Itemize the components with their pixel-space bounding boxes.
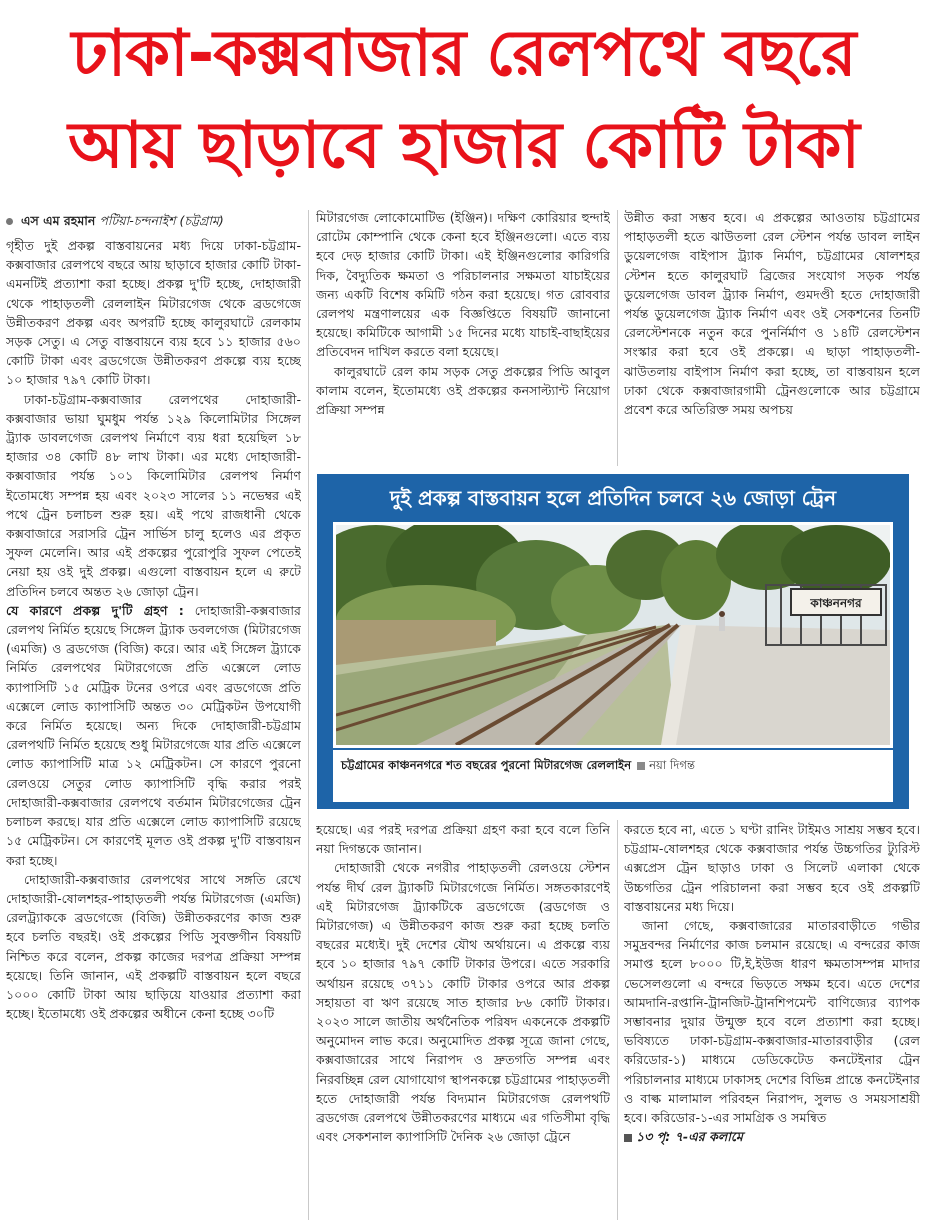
col2-top-paragraph-1: মিটারগেজ লোকোমোটিভ (ইঞ্জিন)। দক্ষিণ কোরিয়ার হুন্দাই রোটেম কোম্পানি থেকে কেনা হবে ইঞ্জিনগুলো। এতে ব্যয় হবে দেড় হাজার কোটি টাকা। এই ইঞ্জিনগুলোর কারিগরি দিক, বৈদ্যুতিক ক্ষমতা ও পরিচালনার সক্ষমতা যাচাইয়ের জন্য একটি বিশেষ কমিটি গঠন করা হয়েছে। গত রোববার রেলপথ মন্ত্রণালয়ের এক বিজ্ঞপ্তিতে বিষয়টি জানানো হয়েছে। কমিটিকে আগামী ১৫ দিনের মধ্যে যাচাই-বাছাইয়ের প্রতিবেদন দাখিল করতে বলা হয়েছে। (316, 210, 610, 360)
headline-line-2: আয় ছাড়াবে হাজার কোটি টাকা (68, 109, 859, 183)
col3-top-paragraph-1: উন্নীত করা সম্ভব হবে। এ প্রকল্পের আওতায় চট্টগ্রামের পাহাড়তলী হতে ঝাউতলা রেল স্টেশন পর্যন্ত ডাবল লাইন ডুয়েলগেজ বাইপাস ট্র্যাক নির্মাণ, চট্টগ্রামের ষোলশহর স্টেশন হতে কালুরঘাট ব্রিজের সংযোগ সড়ক পর্যন্ত ডুয়েলগেজ ডাবল ট্র্যাক নির্মাণ, গুমদণ্ডী হতে দোহাজারী পর্যন্ত ডুয়েলগেজ ট্র্যাক নির্মাণ এবং ওই সেকশনের তিনটি রেলস্টেশনকে নতুন করে পুনর্নির্মাণ ও ১৪টি রেলস্টেশন সংস্কার করা হবে ওই প্রকল্পে। এ ছাড়া পাহাড়তলী-ঝাউতলায় বাইপাস নির্মাণ করা হচ্ছে, তা বাস্তবায়ন হলে ঢাকা থেকে কক্সবাজারগামী ট্রেনগুলোকে আর চট্টগ্রামে প্রবেশ করে অতিরিক্ত সময় অপচয় (624, 210, 920, 418)
photo-caption-bar (333, 750, 893, 802)
photo-credit: নয়া দিগন্ত (649, 758, 695, 772)
byline-author: এস এম রহমান (20, 213, 96, 228)
byline-place: পটিয়া-চন্দনাইশ (চট্টগ্রাম) (99, 213, 224, 228)
col1-subhead: যে কারণে প্রকল্প দু'টি গ্রহণ : (6, 602, 184, 618)
photo-feature-box (317, 474, 909, 809)
headline-line-1: ঢাকা-কক্সবাজার রেলপথে বছরে (71, 17, 856, 91)
column-divider-2 (617, 210, 618, 466)
column-divider-1 (308, 210, 309, 1220)
photo-title: দুই প্রকল্প বাস্তবায়ন হলে প্রতিদিন চলবে ২৬ জোড়া ট্রেন (389, 486, 837, 510)
column-divider-3 (617, 820, 618, 1220)
col1-paragraph-3 (6, 601, 301, 870)
col3-bottom-paragraph-1: করতে হবে না, এতে ১ ঘণ্টা রানিং টাইমও সাশ্রয় সম্ভব হবে। চট্টগ্রাম-ষোলশহর থেকে কক্সবাজার পর্যন্ত উচ্চগতির ট্যুরিস্ট এক্সপ্রেস ট্রেন ছাড়াও ঢাকা ও সিলেট এলাকা থেকে উচ্চগতির ট্রেন পরিচালনা করা সম্ভব হবে ওই প্রকল্পটি বাস্তবায়নের মধ্য দিয়ে। (624, 822, 920, 914)
col1-paragraph-2: ঢাকা-চট্টগ্রাম-কক্সবাজার রেলপথের দোহাজারী-কক্সবাজার ভায়া ঘুমধুম পর্যন্ত ১২৯ কিলোমিটার সিঙ্গেল ট্র্যাক ডাবলগেজ রেলপথ নির্মাণে ব্যয় ধরা হয়েছিল ১৮ হাজার ৩৪ কোটি ৪৮ লাখ টাকা। এর মধ্যে দোহাজারী-কক্সবাজার পর্যন্ত ১০১ কিলোমিটার রেলপথ নির্মাণ ইতোমধ্যে সম্পন্ন হয় এবং ২০২৩ সালের ১১ নভেম্বর এই পথে ট্রেন চলাচল শুরু হয়। এই পথে রাজধানী থেকে কক্সবাজারে সরাসরি ট্রেন সার্ভিস চালু হলেও এর প্রকৃত সুফল মেলেনি। আর এই প্রকল্পের পুরোপুরি সুফল পেতেই নেয়া হয় ওই দুই প্রকল্প। এগুলো বাস্তবায়ন হলে এ রুটে প্রতিদিন চলবে অন্তত ২৬ জোড়া ট্রেন। (6, 391, 301, 599)
col1-paragraph-3-text: দোহাজারী-কক্সবাজার রেলপথ নির্মিত হয়েছে সিঙ্গেল ট্র্যাক ডবলগেজ (মিটারগেজ (এমজি) ও ব্রডগেজ (বিজি) করে। আর এই সিঙ্গেল ট্র্যাকে নির্মিত রেলপথের মিটারগেজে প্রতি এক্সেলে লোড ক্যাপাসিটি ১৫ মেট্রিক টনের ওপরে এবং ব্রডগেজে প্রতি এক্সেলে লোড ক্যাপাসিটি অন্তত ৩০ মেট্রিকটন উপযোগী করে নির্মিত হয়েছে। অন্য দিকে দোহাজারী-চট্টগ্রাম রেলপথটি নির্মিত হয়েছে শুধু মিটারগেজে যার প্রতি এক্সেলে লোড ক্যাপাসিটি মাত্র ১২ মেট্রিকটন। সে কারণে পুরনো রেলওয়ে সেতুর লোড ক্যাপাসিটি বৃদ্ধি করার পরই দোহাজারী-কক্সবাজার রেলপথে বর্তমান মিটারগেজের ট্রেন চলাচল করছে। যার প্রতি এক্সেলে লোড ক্যাপাসিটি রয়েছে ১৫ মেট্রিকটন। সে কারণেই মূলত ওই প্রকল্প দু'টি বাস্তবায়ন করা হচ্ছে। (6, 602, 301, 868)
article-column-2-top (316, 208, 610, 466)
col3-bottom-paragraph-2: জানা গেছে, কক্সবাজারের মাতারবাড়ীতে গভীর সমুদ্রবন্দর নির্মাণের কাজ চলমান রয়েছে। এ বন্দরের কাজ সমাপ্ত হলে ৮০০০ টি,ই,ইউজ ধারণ ক্ষমতাসম্পন্ন মাদার ভেসেলগুলো এ বন্দরে ভিড়তে সক্ষম হবে। এতে দেশের আমদানি-রপ্তানি-ট্রানজিট-ট্রানশিপমেন্ট বাণিজ্যের ব্যাপক সম্ভাবনার দুয়ার উন্মুক্ত হবে বলে প্রত্যাশা করা হচ্ছে। ভবিষ্যতে ঢাকা-চট্টগ্রাম-কক্সবাজার-মাতারবাড়ীর (রেল করিডোর-১) মাধ্যমে ডেডিকেটেড কনটেইনার ট্রেন পরিচালনার মাধ্যমে ঢাকাসহ দেশের বিভিন্ন প্রান্তে কনটেইনার ও বাল্ক মালামাল পরিবহন নিরাপদ, সুলভ ও সময়সাশ্রয়ী হবে। করিডোর-১-এর সামগ্রিক ও সমন্বিত (624, 918, 920, 1126)
photo-caption: চট্টগ্রামের কাঞ্চননগরে শত বছরের পুরনো মিটারগেজ রেললাইন (341, 758, 632, 772)
article-column-2-bottom (316, 820, 610, 1220)
continuation-square-icon (624, 1134, 632, 1142)
col2-top-paragraph-2: কালুরঘাটে রেল কাম সড়ক সেতু প্রকল্পের পিডি আবুল কালাম বলেন, ইতোমধ্যে ওই প্রকল্পের কনসাল্ট্যান্ট নিয়োগ প্রক্রিয়া সম্পন্ন (316, 363, 610, 418)
station-sign-text: কাঞ্চননগর (810, 596, 862, 610)
caption-square-icon (637, 762, 645, 770)
col2-bottom-paragraph-2: দোহাজারী থেকে নগরীর পাহাড়তলী রেলওয়ে স্টেশন পর্যন্ত দীর্ঘ রেল ট্র্যাকটি মিটারগেজে নির্মিত। সঙ্গতকারণেই এই মিটারগেজ ট্র্যাকটিকে ব্রডগেজে (ব্রডগেজ ও মিটারগেজ) এ উন্নীতকরণ কাজ শুরু করা হচ্ছে চলতি বছরের মধ্যেই। দুই দেশের যৌথ অর্থায়নে। এ প্রকল্পে ব্যয় হবে ১০ হাজার ৭৯৭ কোটি টাকার উপরে। এতে সরকারি অর্থায়ন রয়েছে ৩৭১১ কোটি টাকার ওপরে আর প্রকল্প সহায়তা বা ঋণ রয়েছে সাত হাজার ৮৬ কোটি টাকার। ২০২৩ সালে জাতীয় অর্থনৈতিক পরিষদ একনেকে প্রকল্পটি অনুমোদন লাভ করে। অনুমোদিত প্রকল্প সূত্রে জানা গেছে, কক্সবাজারের সাথে নিরাপদ ও দ্রুতগতি সম্পন্ন এবং নিরবচ্ছিন্ন রেল যোগাযোগ স্থাপনকল্পে চট্টগ্রামের পাহাড়তলী হতে দোহাজারী পর্যন্ত বিদ্যমান মিটারগেজ রেলপথটি ব্রডগেজ রেলপথে উন্নীতকরণের মাধ্যমে এর গতিসীমা বৃদ্ধি এবং সেকশনাল ক্যাপাসিটি দৈনিক ২৬ জোড়া ট্রেনে (316, 860, 610, 1145)
continuation-note[interactable] (624, 1127, 920, 1146)
byline (6, 211, 301, 230)
article-column-3-top (624, 208, 920, 466)
col2-bottom-paragraph-1: হয়েছে। এর পরই দরপত্র প্রক্রিয়া গ্রহণ করা হবে বলে তিনি নয়া দিগন্তকে জানান। (316, 822, 610, 857)
col1-paragraph-1: গৃহীত দুই প্রকল্প বাস্তবায়নের মধ্য দিয়ে ঢাকা-চট্টগ্রাম-কক্সবাজার রেলপথে বছরে আয় ছাড়াবে হাজার কোটি টাকা- এমনটিই প্রত্যাশা করা হচ্ছে। প্রকল্প দু'টি হচ্ছে, দোহাজারী থেকে পাহাড়তলী রেললাইন মিটারগেজ থেকে ব্রডগেজে উন্নীতকরণ প্রকল্প এবং অপরটি হচ্ছে কালুরঘাটে রেলকাম সড়ক সেতু। এ সেতু বাস্তবায়নে ব্যয় হবে ১১ হাজার ৫৬০ কোটি টাকা এবং ব্রডগেজে উন্নীতকরণ প্রকল্পে ব্যয় হচ্ছে ১০ হাজার ৭৯৭ কোটি টাকা। (6, 238, 301, 388)
continuation-page: ১৩ পৃ: ৭-এর কলামে (636, 1129, 743, 1145)
headline (0, 8, 927, 192)
article-column-1 (6, 236, 301, 1220)
byline-bullet-icon (6, 218, 13, 225)
railway-scene-illustration (336, 525, 890, 745)
col1-paragraph-4: দোহাজারী-কক্সবাজার রেলপথের সাথে সঙ্গতি রেখে দোহাজারী-ষোলশহর-পাহাড়তলী পর্যন্ত মিটারগেজ (এমজি) রেলট্র্যাককে ব্রডগেজে (বিজি) উন্নীতকরণের কাজ শুরু হবে চলতি বছরই। ওই প্রকল্পের পিডি সুবক্তগীন বিষয়টি নিশ্চিত করে বলেন, প্রকল্প কাজের দরপত্র প্রক্রিয়া সম্পন্ন হয়েছে। তিনি জানান, এই প্রকল্পটি বাস্তবায়ন হলে বছরে ১০০০ কোটি টাকা আয় ছাড়িয়ে যাওয়ার প্রত্যাশা করা হচ্ছে। ইতোমধ্যে ওই প্রকল্পের অধীনে কেনা হচ্ছে ৩০টি (6, 871, 301, 1022)
article-column-3-bottom (624, 820, 920, 1220)
railway-photo (333, 522, 893, 748)
